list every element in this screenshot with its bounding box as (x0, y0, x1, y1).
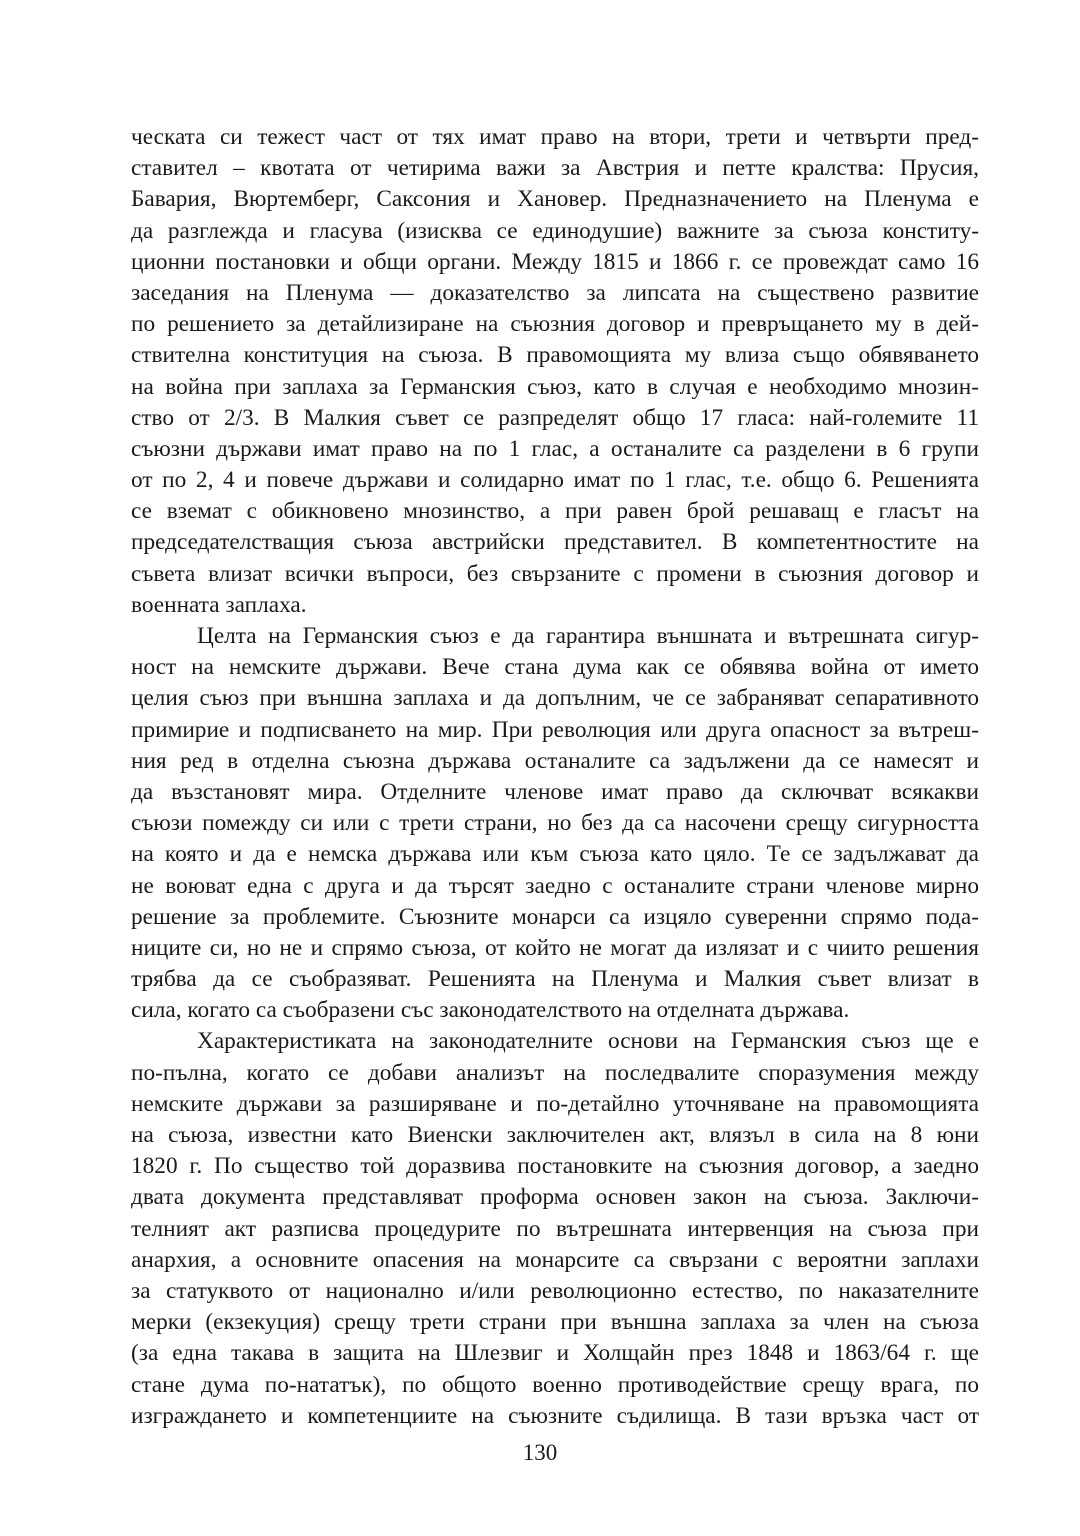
text-line: на война при заплаха за Германския съюз, като в случая е необходимо мнозин- (131, 373, 979, 400)
text-line: съюзни държави имат право на по 1 глас, а останалите са разделени в 6 групи (131, 435, 979, 462)
text-line: съвета влизат всички въпроси, без свързаните с промени в съюзния договор и (131, 560, 979, 587)
text-line: Бавария, Вюртемберг, Саксония и Хановер. Предназначението на Пленума е (131, 186, 979, 213)
text-line: Целта на Германския съюз е да гарантира външната и вътрешната сигур- (197, 623, 979, 649)
text-line: на съюза, известни като Виенски заключителен акт, влязъл в сила на 8 юни (131, 1122, 979, 1148)
text-line: за статуквото от национално и/или революционно естество, по наказателните (131, 1277, 979, 1304)
text-line: се вземат с обикновено мнозинство, а при равен брой решаващ е гласът на (131, 498, 979, 525)
text-line: ство от 2/3. В Малкия съвет се разпределят общо 17 гласа: най-големите 11 (131, 404, 979, 431)
text-line: (за една такава в защита на Шлезвиг и Холщайн през 1848 и 1863/64 г. ще (131, 1340, 979, 1367)
text-line: Характеристиката на законодателните основи на Германския съюз ще е (197, 1028, 979, 1055)
text-line: ставител – квотата от четирима важи за Австрия и петте кралства: Прусия, (131, 155, 979, 182)
text-line: да разглежда и гласува (изисква се единодушие) важните за съюза конститу- (131, 217, 979, 244)
text-line: военната заплаха. (131, 591, 307, 618)
text-line: сила, когато са съобразени със законодателството на отделната държава. (131, 997, 850, 1024)
text-line: не воюват една с друга и да търсят заедно с останалите страни членове мирно (131, 872, 979, 899)
text-line: по-пълна, когато се добави анализът на последвалите споразумения между (131, 1059, 979, 1086)
page-number: 130 (522, 1440, 558, 1465)
text-line: заседания на Пленума — доказателство за липсата на съществено развитие (131, 279, 979, 306)
text-line: ционни постановки и общи органи. Между 1815 и 1866 г. се провеждат само 16 (131, 248, 979, 275)
text-line: по решението за детайлизиране на съюзния договор и превръщането му в дей- (131, 311, 979, 338)
text-line: целия съюз при външна заплаха и да допълним, че се забраняват сепаративното (131, 685, 979, 712)
text-line: да възстановят мира. Отделните членове имат право да сключват всякакви (131, 778, 979, 805)
text-line: председателстващия съюза австрийски представител. В компетентностите на (131, 529, 979, 556)
text-line: мерки (екзекуция) срещу трети страни при външна заплаха за член на съюза (131, 1309, 979, 1336)
text-line: ност на немските държави. Вече стана дума как се обявява война от името (131, 654, 979, 681)
text-line: решение за проблемите. Съюзните монарси са изцяло суверенни спрямо пода- (131, 903, 979, 930)
text-line: ствителна конституция на съюза. В правомощията му влиза също обявяването (131, 342, 979, 369)
text-line: примирие и подписването на мир. При революция или друга опасност за вътреш- (131, 716, 979, 743)
text-line: на която и да е немска държава или към съюза като цяло. Те се задължават да (131, 841, 979, 868)
body-text (131, 122, 979, 1432)
text-line: двата документа представляват проформа основен закон на съюза. Заключи- (131, 1184, 979, 1211)
text-line: ческата си тежест част от тях имат право на втори, трети и четвърти пред- (131, 124, 979, 150)
text-line: съюзи помежду си или с трети страни, но без да са насочени срещу сигурността (131, 810, 979, 837)
text-line: трябва да се съобразяват. Решенията на Пленума и Малкия съвет влизат в (131, 966, 979, 993)
text-line: немските държави за разширяване и по-детайлно уточняване на правомощията (131, 1090, 979, 1117)
text-line: 1820 г. По същество той доразвива постановките на съюзния договор, а заедно (131, 1153, 979, 1180)
text-line: ниците си, но не и спрямо съюза, от който не могат да излязат и с чиито решения (131, 934, 979, 961)
text-line: телният акт разписва процедурите по вътрешната интервенция на съюза при (131, 1215, 979, 1242)
text-line: стане дума по-нататък), по общото военно противодействие срещу врага, по (131, 1371, 979, 1398)
text-line: изграждането и компетенциите на съюзните съдилища. В тази връзка част от (131, 1402, 979, 1429)
text-line: от по 2, 4 и повече държави и солидарно имат по 1 глас, т.е. общо 6. Решенията (131, 467, 979, 494)
text-line: анархия, а основните опасения на монарсите са свързани с вероятни заплахи (131, 1246, 979, 1273)
text-line: ния ред в отделна съюзна държава останалите са задължени да се намесят и (131, 747, 979, 774)
